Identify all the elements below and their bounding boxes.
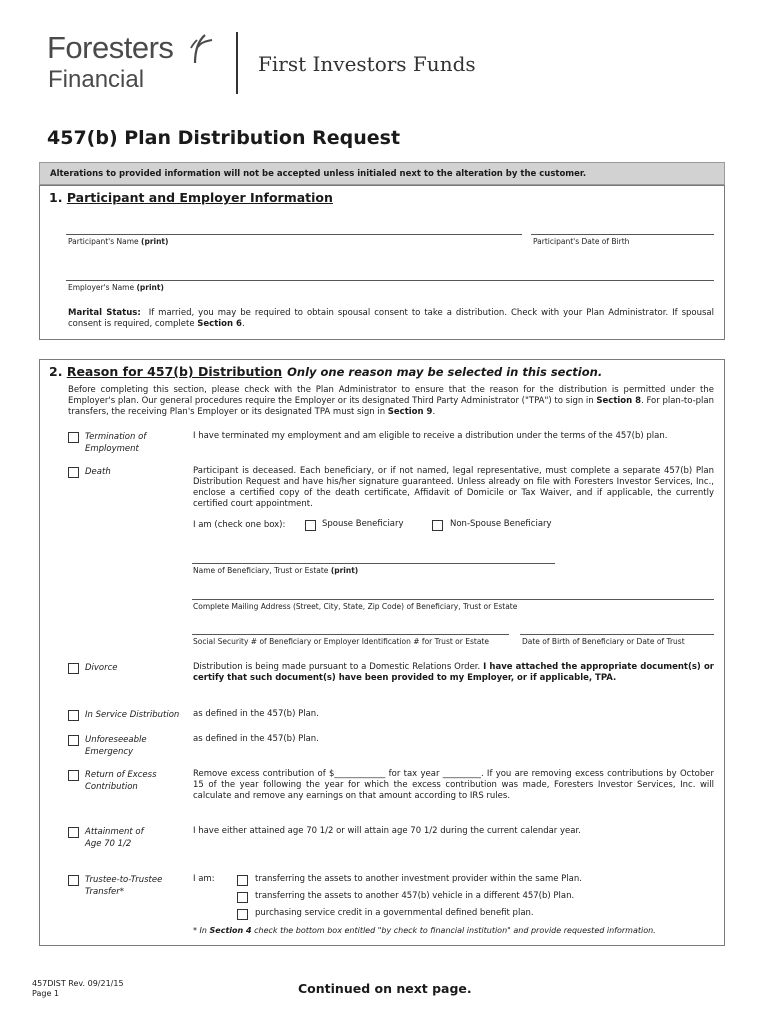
death-checkbox[interactable] — [68, 467, 79, 478]
beneficiary-dob-caption: Date of Birth of Beneficiary or Date of Trust — [522, 637, 685, 646]
logo-top-text: Foresters — [47, 30, 174, 65]
unforeseeable-emergency-text: as defined in the 457(b) Plan. — [193, 734, 319, 744]
section-1-box — [39, 185, 725, 340]
beneficiary-name-line[interactable] — [192, 563, 555, 564]
spouse-beneficiary-label: Spouse Beneficiary — [322, 519, 404, 529]
section-2-intro: Before completing this section, please check with the Plan Administrator to ensure that the reason for the distribution is permitted under the Employer's plan. Our general procedures require the Employer or its designated Third Party Administrator ("TPA") to sign in Section 8. For plan-to-plan transfers, the receiving Plan's Employer or its designated TPA must sign in Section 9. — [68, 385, 714, 417]
leaf-icon — [185, 32, 215, 64]
employer-name-line[interactable] — [66, 280, 714, 281]
section-2-heading — [49, 364, 602, 379]
participant-name-line[interactable] — [66, 234, 522, 235]
nonspouse-beneficiary-label: Non-Spouse Beneficiary — [450, 519, 552, 529]
unforeseeable-emergency-label: Unforeseeable Emergency — [85, 735, 147, 757]
in-service-label: In Service Distribution — [85, 710, 180, 720]
transfer-same-plan-checkbox[interactable] — [237, 875, 248, 886]
form-code: 457DIST Rev. 09/21/15 — [32, 979, 124, 988]
transfer-same-plan-label: transferring the assets to another investment provider within the same Plan. — [255, 874, 582, 884]
transfer-different-plan-label: transferring the assets to another 457(b) vehicle in a different 457(b) Plan. — [255, 891, 575, 901]
age-70-label: Attainment of Age 70 1/2 — [85, 827, 144, 849]
beneficiary-dob-line[interactable] — [520, 634, 714, 635]
fund-name: First Investors Funds — [258, 52, 476, 76]
trustee-transfer-prompt: I am: — [193, 874, 215, 884]
transfer-different-plan-checkbox[interactable] — [237, 892, 248, 903]
marital-status-text: Marital Status: If married, you may be required to obtain spousal consent to take a distribution. Check with your Plan Administrator. If spousal consent is required, complete Section 6. — [68, 308, 715, 329]
beneficiary-address-caption: Complete Mailing Address (Street, City, State, Zip Code) of Beneficiary, Trust or Estate — [193, 602, 518, 611]
in-service-checkbox[interactable] — [68, 710, 79, 721]
foresters-logo — [47, 30, 227, 100]
employer-name-caption: Employer's Name (print) — [68, 283, 164, 292]
death-text: Participant is deceased. Each beneficiary, or if not named, legal representative, must complete a separate 457(b) Plan Distribution Request and have his/her signature guaranteed. Unless already on file with Foresters Investor Services, Inc., enclose a certified copy of the death certificate, Affidavit of Domicile or Tax Waiver, and if applicable, the currently certified court appointment. — [193, 466, 714, 509]
section-1-number: 1. — [49, 190, 63, 205]
trustee-transfer-checkbox[interactable] — [68, 875, 79, 886]
termination-checkbox[interactable] — [68, 432, 79, 443]
section-2-subtitle: Only one reason may be selected in this section. — [287, 365, 603, 379]
purchase-service-credit-label: purchasing service credit in a governmental defined benefit plan. — [255, 908, 534, 918]
continued-note: Continued on next page. — [298, 981, 472, 996]
logo-bottom-text: Financial — [48, 66, 145, 93]
beneficiary-ssn-caption: Social Security # of Beneficiary or Employer Identification # for Trust or Estate — [193, 637, 489, 646]
purchase-service-credit-checkbox[interactable] — [237, 909, 248, 920]
trustee-transfer-label: Trustee-to-Trustee Transfer* — [85, 875, 163, 897]
beneficiary-type-prompt: I am (check one box): — [193, 520, 286, 530]
divorce-label: Divorce — [85, 663, 118, 673]
section-2-box — [39, 359, 725, 946]
nonspouse-beneficiary-checkbox[interactable] — [432, 520, 443, 531]
beneficiary-ssn-line[interactable] — [192, 634, 509, 635]
death-label: Death — [85, 467, 111, 477]
alteration-notice: Alterations to provided information will not be accepted unless initialed next to the alteration by the customer. — [39, 162, 725, 185]
beneficiary-address-line[interactable] — [192, 599, 714, 600]
transfer-footnote: * In Section 4 check the bottom box entitled "by check to financial institution" and provide requested information. — [193, 926, 656, 935]
participant-dob-caption: Participant's Date of Birth — [533, 237, 630, 246]
divorce-checkbox[interactable] — [68, 663, 79, 674]
termination-text: I have terminated my employment and am eligible to receive a distribution under the terms of the 457(b) plan. — [193, 431, 668, 441]
participant-name-caption: Participant's Name (print) — [68, 237, 169, 246]
age-70-checkbox[interactable] — [68, 827, 79, 838]
termination-label: Termination of Employment — [85, 432, 147, 454]
age-70-text: I have either attained age 70 1/2 or will attain age 70 1/2 during the current calendar year. — [193, 826, 581, 836]
unforeseeable-emergency-checkbox[interactable] — [68, 735, 79, 746]
spouse-beneficiary-checkbox[interactable] — [305, 520, 316, 531]
excess-contribution-text: Remove excess contribution of $____________ for tax year _________. If you are removing excess contributions by October 15 of the year following the year for which the excess contribution was made, Foresters Investor Services, Inc. will calculate and remove any earnings on that amount according to IRS rules. — [193, 769, 714, 801]
divorce-text: Distribution is being made pursuant to a Domestic Relations Order. I have attached the appropriate document(s) or certify that such document(s) have been provided to my Employer, or if applicable, TPA. — [193, 662, 714, 683]
section-1-heading — [49, 190, 333, 205]
in-service-text: as defined in the 457(b) Plan. — [193, 709, 319, 719]
form-title: 457(b) Plan Distribution Request — [47, 127, 401, 149]
section-2-number: 2. — [49, 364, 63, 379]
section-2-title: Reason for 457(b) Distribution — [66, 364, 283, 379]
section-1-title: Participant and Employer Information — [66, 190, 333, 205]
excess-contribution-label: Return of Excess Contribution — [85, 770, 157, 792]
participant-dob-line[interactable] — [531, 234, 714, 235]
header-divider — [236, 32, 238, 94]
page-number: Page 1 — [32, 989, 59, 998]
beneficiary-name-caption: Name of Beneficiary, Trust or Estate (print) — [193, 566, 359, 575]
excess-contribution-checkbox[interactable] — [68, 770, 79, 781]
